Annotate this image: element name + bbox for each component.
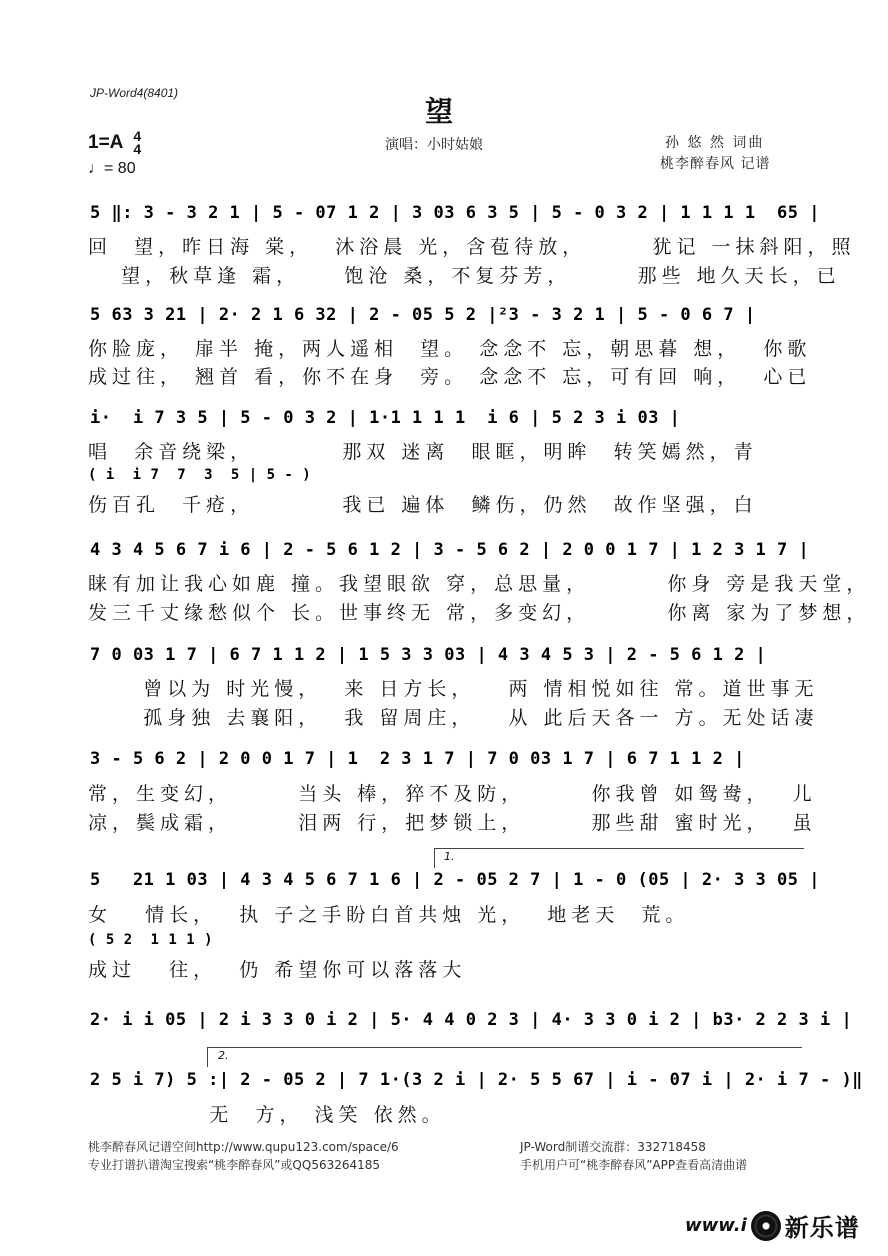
lyric-line-6-verse-2: 凉，鬓成霜， 泪两 行，把梦锁上， 那些甜 蜜时光， 虽 (88, 812, 817, 834)
lyric-line-7-verse-2: 成过 往， 仍 希望你可以落落大 (88, 959, 467, 981)
time-signature: 4 4 (133, 128, 142, 157)
footer-left-line-2: 专业打谱扒谱淘宝搜索“桃李醉春风”或QQ563264185 (88, 1158, 381, 1172)
score-line-1: 5 ‖: 3 - 3 2 1 | 5 - 07 1 2 | 3 03 6 3 5 | 5 - 0 3 2 | 1 1 1 1 65 | (90, 203, 820, 223)
singer-credit: 演唱：小时姑娘 (385, 137, 483, 153)
key-signature (88, 130, 141, 156)
score-line-6: 3 - 5 6 2 | 2 0 0 1 7 | 1 2 3 1 7 | 7 0 03 1 7 | 6 7 1 1 2 | (90, 749, 745, 769)
song-title: 望 (425, 95, 454, 128)
lyric-line-1-verse-2: 望，秋草逢 霜， 饱沧 桑，不复芬芳， 那些 地久天长，已 (88, 265, 841, 287)
watermark-brand: 新乐谱 (784, 1214, 860, 1242)
lyric-line-4-verse-1: 睐有加让我心如鹿 撞。我望眼欲 穿，总思量， 你身 旁是我天堂， (88, 573, 871, 595)
second-ending-label: 2. (218, 1049, 229, 1062)
tempo-marking: ♩= 80 (88, 160, 136, 177)
lyric-line-3-verse-1: 唱 余音绕梁， 那双 迷离 眼眶，明眸 转笑嫣然，青 (88, 441, 758, 463)
lyric-line-1-verse-1: 回 望，昨日海 棠， 沐浴晨 光，含苞待放， 犹记 一抹斜阳，照 (88, 236, 856, 258)
lyric-line-4-verse-2: 发三千丈缘愁似个 长。世事终无 常，多变幻， 你离 家为了梦想， (88, 602, 871, 624)
lyric-line-2-verse-1: 你脸庞， 扉半 掩，两人遥相 望。 念念不 忘，朝思暮 想， 你歌 (88, 338, 812, 360)
first-ending-bracket (434, 848, 804, 849)
first-ending-bracket-start (434, 848, 435, 868)
score-line-2: 5 63 3 21 | 2· 2 1 6 32 | 2 - 05 5 2 |²3 - 3 2 1 | 5 - 0 6 7 | (90, 305, 756, 325)
second-ending-bracket (207, 1047, 802, 1048)
lyric-line-5-verse-2: 孤身独 去襄阳， 我 留周庄， 从 此后天各一 方。无处话凄 (88, 707, 819, 729)
score-line-3: i· i 7 3 5 | 5 - 0 3 2 | 1·1 1 1 1 i 6 | 5 2 3 i 03 | (90, 408, 681, 428)
alternate-notes-line-3: ( i i 7 7 3 5 | 5 - ) (88, 467, 312, 483)
lyric-line-2-verse-2: 成过往， 翘首 看，你不在身 旁。 念念不 忘，可有回 响， 心已 (88, 366, 812, 388)
alternate-notes-line-7: ( 5 2 1 1 1 ) (88, 932, 214, 948)
score-line-9: 2 5 i 7) 5 :| 2 - 05 2 | 7 1·(3 2 i | 2· 5 5 67 | i - 07 i | 2· i 7 - )‖ (90, 1070, 863, 1090)
key-label: 1=A (88, 132, 124, 153)
score-line-7: 5 21 1 03 | 4 3 4 5 6 7 1 6 | 2 - 05 2 7 | 1 - 0 (05 | 2· 3 3 05 | (90, 870, 820, 890)
software-label: JP-Word4(8401) (90, 86, 179, 100)
lyric-line-6-verse-1: 常，生变幻， 当头 棒，猝不及防， 你我曾 如鸳鸯， 儿 (88, 783, 817, 805)
footer-right-line-1: JP-Word制谱交流群：332718458 (520, 1140, 706, 1154)
score-line-8: 2· i i 05 | 2 i 3 3 0 i 2 | 5· 4 4 0 2 3 | 4· 3 3 0 i 2 | b3· 2 2 3 i | (90, 1010, 853, 1030)
second-ending-bracket-start (207, 1047, 208, 1067)
lyric-line-3-verse-2: 伤百孔 千疮， 我已 遍体 鳞伤，仍然 故作坚强，白 (88, 494, 758, 516)
first-ending-label: 1. (444, 850, 455, 863)
lyric-line-7-verse-1: 女 情长， 执 子之手盼白首共烛 光， 地老天 荒。 (88, 904, 690, 926)
arranger-credit: 桃李醉春风 记谱 (660, 156, 771, 172)
watermark-url: www.i (685, 1215, 747, 1236)
vinyl-disc-icon (751, 1211, 781, 1241)
footer-left-line-1: 桃李醉春风记谱空间http://www.qupu123.com/space/6 (88, 1140, 399, 1154)
composer-credit: 孙 悠 然 词曲 (665, 135, 765, 151)
lyric-line-9: 无 方， 浅笑 依然。 (88, 1104, 446, 1126)
watermark (685, 1208, 860, 1243)
lyric-line-5-verse-1: 曾以为 时光慢， 来 日方长， 两 情相悦如往 常。道世事无 (88, 678, 819, 700)
score-line-5: 7 0 03 1 7 | 6 7 1 1 2 | 1 5 3 3 03 | 4 3 4 5 3 | 2 - 5 6 1 2 | (90, 645, 767, 665)
footer-right-line-2: 手机用户可“桃李醉春风”APP查看高清曲谱 (520, 1158, 748, 1172)
score-line-4: 4 3 4 5 6 7 i 6 | 2 - 5 6 1 2 | 3 - 5 6 2 | 2 0 0 1 7 | 1 2 3 1 7 | (90, 540, 810, 560)
